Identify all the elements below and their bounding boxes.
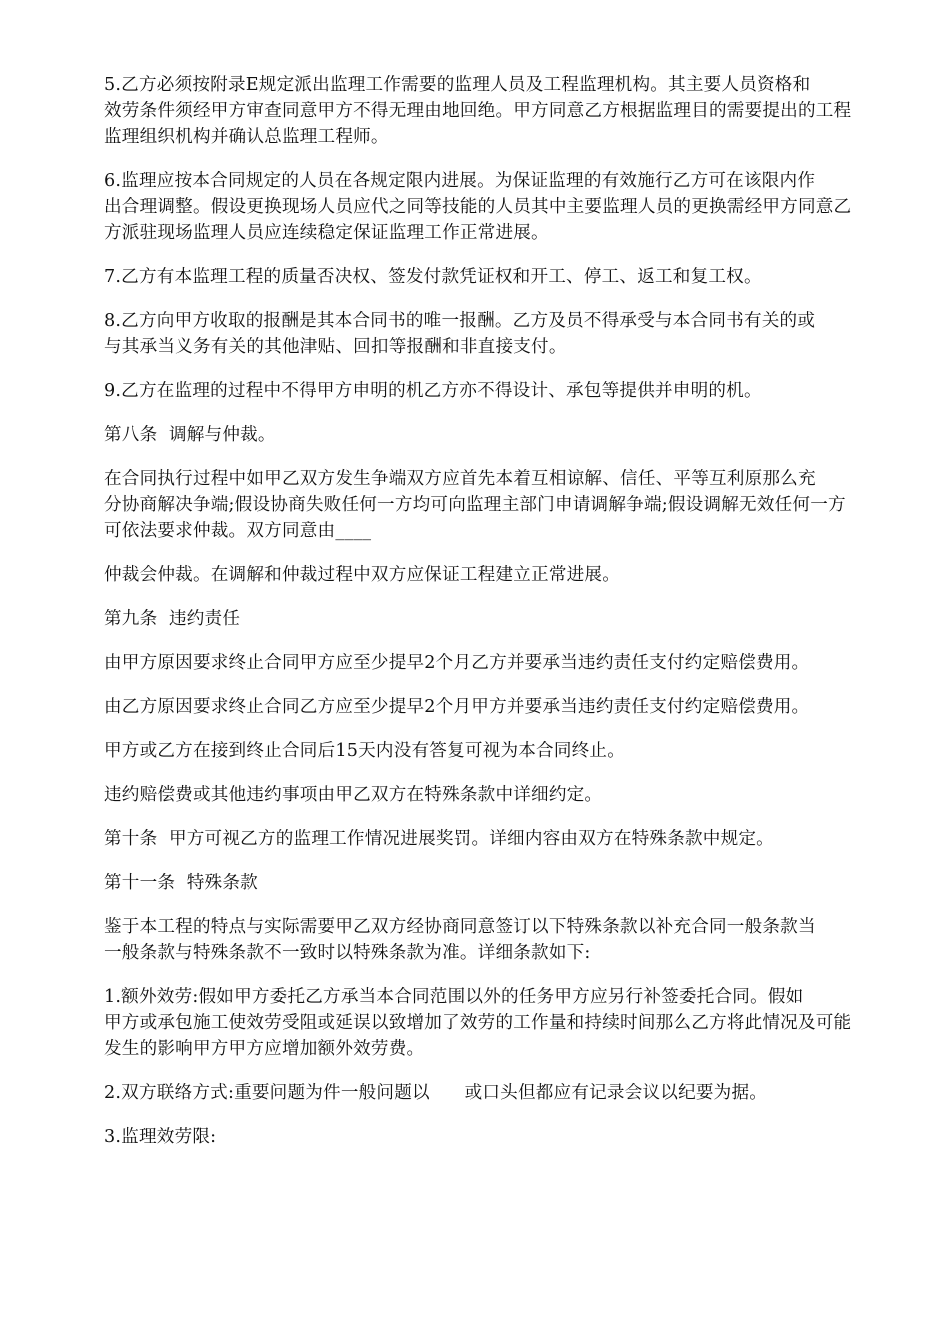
paragraph-line: 鉴于本工程的特点与实际需要甲乙双方经协商同意签订以下特殊条款以补充合同一般条款当 xyxy=(104,917,816,937)
paragraph-line: 可依法要求仲裁。双方同意由____ xyxy=(104,521,372,541)
paragraph-line: 发生的影响甲方甲方应增加额外效劳费。 xyxy=(104,1039,425,1059)
paragraph-line: 仲裁会仲裁。在调解和仲裁过程中双方应保证工程建立正常进展。 xyxy=(104,565,621,585)
paragraph xyxy=(104,72,876,150)
paragraph xyxy=(104,562,876,588)
paragraph-line: 第九条 违约责任 xyxy=(104,609,241,629)
paragraph xyxy=(104,264,876,290)
paragraph-line: 3.监理效劳限: xyxy=(104,1127,217,1147)
paragraph-line: 6.监理应按本合同规定的人员在各规定限内进展。为保证监理的有效施行乙方可在该限内作 xyxy=(104,171,816,191)
paragraph xyxy=(104,606,876,632)
paragraph xyxy=(104,378,876,404)
paragraph-line: 由乙方原因要求终止合同乙方应至少提早2个月甲方并要承当违约责任支付约定赔偿费用。 xyxy=(104,697,810,717)
paragraph-line: 9.乙方在监理的过程中不得甲方申明的机乙方亦不得设计、承包等提供并申明的机。 xyxy=(104,381,762,401)
paragraph xyxy=(104,466,876,544)
paragraph-line: 在合同执行过程中如甲乙双方发生争端双方应首先本着互相谅解、信任、平等互利原那么充 xyxy=(104,469,816,489)
paragraph xyxy=(104,984,876,1062)
paragraph-line: 第八条 调解与仲裁。 xyxy=(104,425,276,445)
paragraph xyxy=(104,914,876,966)
paragraph xyxy=(104,422,876,448)
paragraph xyxy=(104,1080,876,1106)
paragraph-line: 甲方或乙方在接到终止合同后15天内没有答复可视为本合同终止。 xyxy=(104,741,626,761)
document-body xyxy=(104,72,876,1168)
paragraph xyxy=(104,650,876,676)
paragraph xyxy=(104,826,876,852)
paragraph-line: 由甲方原因要求终止合同甲方应至少提早2个月乙方并要承当违约责任支付约定赔偿费用。 xyxy=(104,653,810,673)
paragraph-line: 2.双方联络方式:重要问题为件一般问题以 或口头但都应有记录会议以纪要为据。 xyxy=(104,1083,768,1103)
paragraph-line: 方派驻现场监理人员应连续稳定保证监理工作正常进展。 xyxy=(104,223,549,243)
paragraph-line: 分协商解决争端;假设协商失败任何一方均可向监理主部门申请调解争端;假设调解无效任何一方 xyxy=(104,495,846,515)
paragraph-line: 违约赔偿费或其他违约事项由甲乙双方在特殊条款中详细约定。 xyxy=(104,785,603,805)
paragraph xyxy=(104,738,876,764)
paragraph-line: 第十一条 特殊条款 xyxy=(104,873,258,893)
paragraph xyxy=(104,308,876,360)
paragraph xyxy=(104,694,876,720)
paragraph xyxy=(104,1124,876,1150)
paragraph-line: 效劳条件须经甲方审查同意甲方不得无理由地回绝。甲方同意乙方根据监理目的需要提出的工程 xyxy=(104,101,852,121)
paragraph-line: 一般条款与特殊条款不一致时以特殊条款为准。详细条款如下: xyxy=(104,943,591,963)
paragraph xyxy=(104,870,876,896)
paragraph-line: 7.乙方有本监理工程的质量否决权、签发付款凭证权和开工、停工、返工和复工权。 xyxy=(104,267,762,287)
paragraph xyxy=(104,168,876,246)
paragraph-line: 1.额外效劳:假如甲方委托乙方承当本合同范围以外的任务甲方应另行补签委托合同。假如 xyxy=(104,987,804,1007)
paragraph-line: 监理组织机构并确认总监理工程师。 xyxy=(104,127,389,147)
paragraph xyxy=(104,782,876,808)
paragraph-line: 8.乙方向甲方收取的报酬是其本合同书的唯一报酬。乙方及员不得承受与本合同书有关的或 xyxy=(104,311,816,331)
paragraph-line: 甲方或承包施工使效劳受阻或延误以致增加了效劳的工作量和持续时间那么乙方将此情况及可能 xyxy=(104,1013,852,1033)
paragraph-line: 5.乙方必须按附录E规定派出监理工作需要的监理人员及工程监理机构。其主要人员资格和 xyxy=(104,75,811,95)
paragraph-line: 与其承当义务有关的其他津贴、回扣等报酬和非直接支付。 xyxy=(104,337,567,357)
paragraph-line: 第十条 甲方可视乙方的监理工作情况进展奖罚。详细内容由双方在特殊条款中规定。 xyxy=(104,829,774,849)
paragraph-line: 出合理调整。假设更换现场人员应代之同等技能的人员其中主要监理人员的更换需经甲方同意乙 xyxy=(104,197,852,217)
